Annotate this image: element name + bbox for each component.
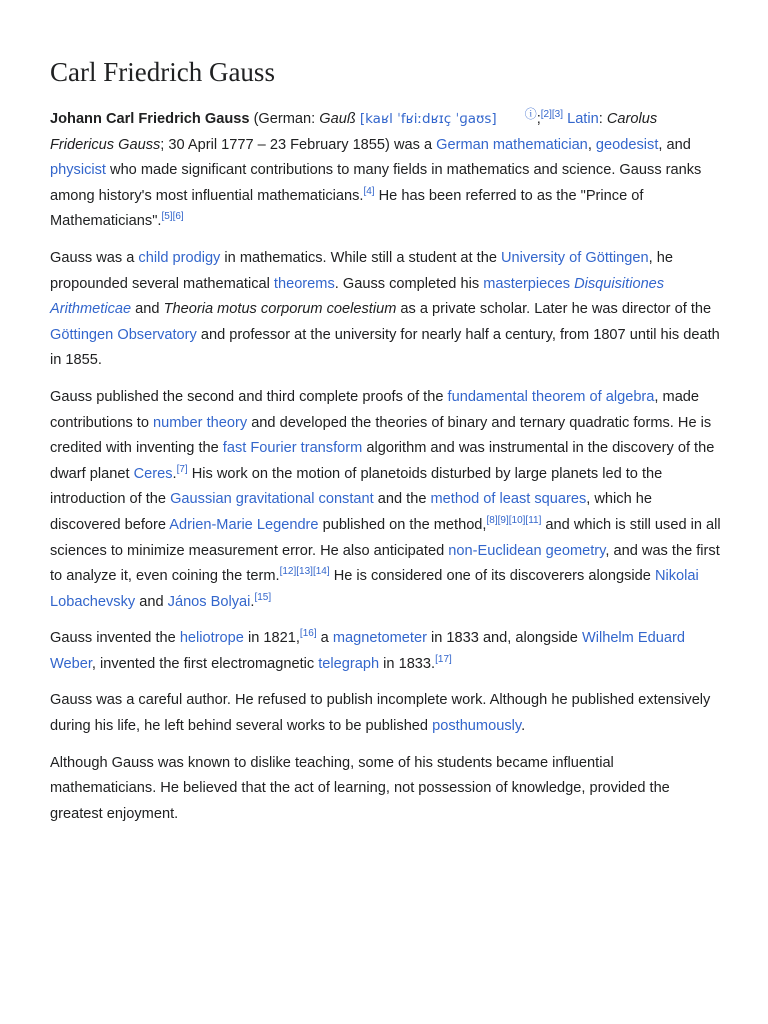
link-ceres[interactable]: Ceres bbox=[133, 465, 173, 482]
link-german-mathematician[interactable]: German mathematician bbox=[436, 136, 588, 153]
link-non-euclidean-geometry[interactable]: non-Euclidean geometry bbox=[448, 542, 606, 559]
link-lobachevsky[interactable]: Nikolai Lobachevsky bbox=[50, 568, 699, 610]
link-method-of-least-squares[interactable]: method of least squares bbox=[430, 491, 587, 508]
ref-15[interactable]: [15] bbox=[254, 591, 272, 603]
link-physicist[interactable]: physicist bbox=[50, 162, 106, 179]
ref-6[interactable]: [6] bbox=[172, 211, 184, 223]
article bbox=[50, 54, 722, 838]
paragraph-author: Gauss was a careful author. He refused to publish incomplete work. Although he published extensively during his life, he left behind several works to be published posthumously. bbox=[50, 692, 711, 735]
link-gottingen-observatory[interactable]: Göttingen Observatory bbox=[50, 326, 197, 343]
link-magnetometer[interactable]: magnetometer bbox=[332, 630, 427, 647]
ipa-link[interactable]: [kaʁl ˈfʁiːdʁɪç ˈɡaʊs] bbox=[359, 111, 497, 127]
ref-13[interactable]: [13] bbox=[296, 566, 313, 578]
ref-8[interactable]: [8] bbox=[486, 514, 498, 526]
paragraph-prodigy: Gauss was a child prodigy in mathematics. While still a student at the University of Göttingen, he propounded several mathematical theorems. Gauss completed his masterpieces Disquisitiones Arithmeticae and Theoria motus corporum coelestium as a private scholar. Later he was director of the Göttingen Observatory and professor at the university for nearly half a century, from 1807 until his death in 1855. bbox=[50, 249, 720, 369]
ref-17[interactable]: [17] bbox=[435, 653, 452, 665]
link-bolyai[interactable]: János Bolyai bbox=[167, 593, 251, 610]
paragraph-contributions: Gauss published the second and third complete proofs of the fundamental theorem of algebra, made contributions to number theory and developed the theories of binary and ternary quadratic forms. He is credited with inventing the fast Fourier transform algorithm and was instrumental in the discovery of the dwarf planet Ceres.[7] His work on the motion of planetoids disturbed by large planets led to the introduction of the Gaussian gravitational constant and the method of least squares, which he discovered before Adrien-Marie Legendre published on the method,[8][9][10][11] and which is still used in all sciences to minimize measurement error. He also anticipated non-Euclidean geometry, and was the first to analyze it, even coining the term.[12][13][14] He is considered one of its discoverers alongside Nikolai Lobachevsky and János Bolyai.[15] bbox=[50, 388, 721, 610]
ref-2[interactable]: [2] bbox=[540, 109, 552, 120]
ref-4[interactable]: [4] bbox=[363, 185, 375, 197]
link-wilhelm-eduard-weber[interactable]: Wilhelm Eduard Weber bbox=[50, 630, 685, 672]
link-disquisitiones[interactable]: Disquisitiones Arithmeticae bbox=[50, 275, 665, 318]
subject-name: Johann Carl Friedrich Gauss bbox=[50, 111, 250, 127]
paragraph-intro: Johann Carl Friedrich Gauss (German: Gauß [kaʁl ˈfʁiːdʁɪç ˈɡaʊs] ⓘ;[2][3] Latin: Carolus Fridericus Gauss; 30 April 1777 – 23 February 1855) was a German mathematician, geodesist, and physicist who made significant contributions to many fields in mathematics and science. Gauss ranks among history's most influential mathematicians.[4] He has been referred to as the "Prince of Mathematicians".[5][6] bbox=[50, 107, 702, 230]
link-fast-fourier-transform[interactable]: fast Fourier transform bbox=[222, 440, 363, 457]
link-telegraph[interactable]: telegraph bbox=[318, 655, 380, 672]
page-title: Carl Friedrich Gauss bbox=[50, 57, 275, 87]
link-latin[interactable]: Latin bbox=[567, 111, 599, 127]
ref-9[interactable]: [9] bbox=[497, 514, 509, 526]
ref-14[interactable]: [14] bbox=[312, 566, 330, 578]
ref-11[interactable]: [11] bbox=[525, 514, 542, 526]
ref-16[interactable]: [16] bbox=[299, 628, 317, 640]
link-theorems[interactable]: theorems bbox=[273, 275, 335, 292]
link-masterpieces[interactable]: masterpieces bbox=[483, 275, 570, 292]
paragraph-inventions: Gauss invented the heliotrope in 1821,[16] a magnetometer in 1833 and, alongside Wilhelm Eduard Weber, invented the first electromagnetic telegraph in 1833.[17] bbox=[50, 628, 685, 672]
ref-5[interactable]: [5] bbox=[161, 211, 173, 223]
link-child-prodigy[interactable]: child prodigy bbox=[138, 249, 221, 266]
ref-12[interactable]: [12] bbox=[279, 566, 297, 578]
link-geodesist[interactable]: geodesist bbox=[595, 136, 659, 153]
link-legendre[interactable]: Adrien-Marie Legendre bbox=[169, 516, 319, 533]
link-heliotrope[interactable]: heliotrope bbox=[179, 630, 244, 647]
link-fundamental-theorem-of-algebra[interactable]: fundamental theorem of algebra bbox=[447, 388, 655, 405]
ref-10[interactable]: [10] bbox=[508, 514, 526, 526]
ref-3[interactable]: [3] bbox=[551, 109, 564, 120]
ref-7[interactable]: [7] bbox=[176, 463, 188, 475]
link-university-of-gottingen[interactable]: University of Göttingen bbox=[501, 249, 649, 266]
audio-speaker-icon[interactable]: ⓘ bbox=[524, 107, 537, 121]
link-gaussian-gravitational-constant[interactable]: Gaussian gravitational constant bbox=[170, 491, 374, 508]
paragraph-teaching: Although Gauss was known to dislike teaching, some of his students became influential mathematicians. He believed that the act of learning, not possession of knowledge, provided the greatest enjoyment. bbox=[50, 754, 670, 822]
link-number-theory[interactable]: number theory bbox=[153, 414, 248, 431]
link-posthumously[interactable]: posthumously bbox=[432, 718, 522, 735]
